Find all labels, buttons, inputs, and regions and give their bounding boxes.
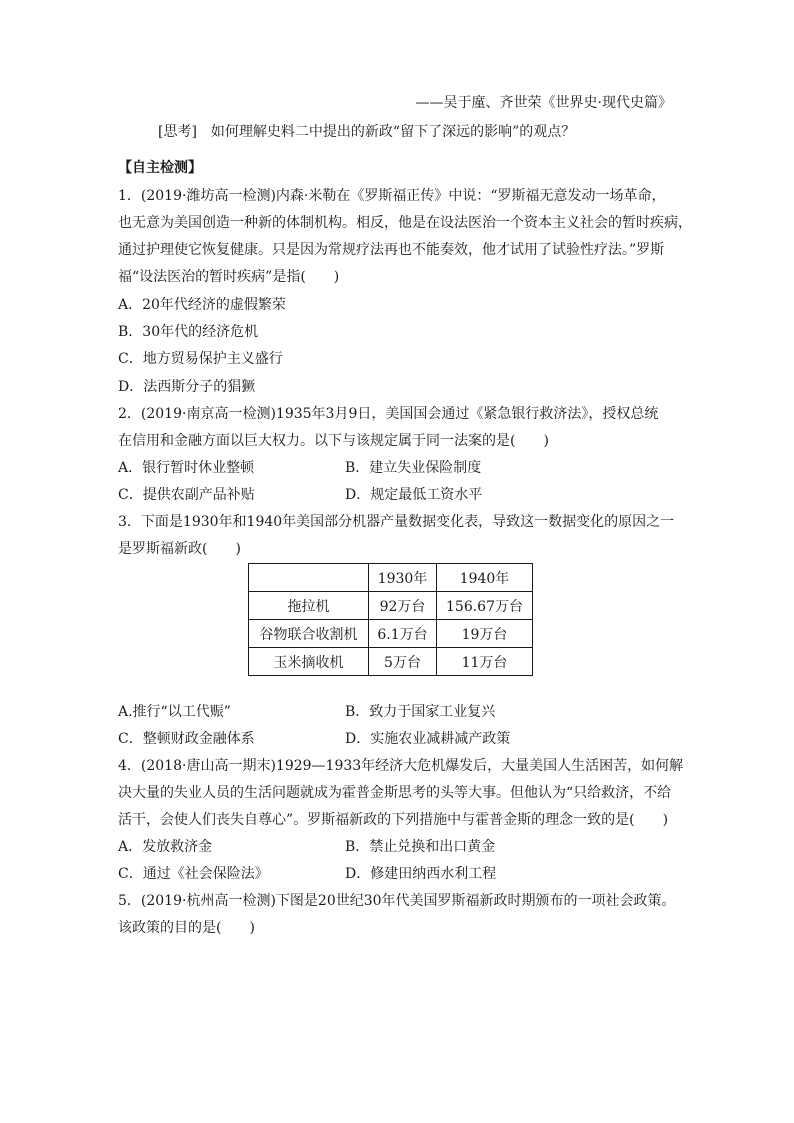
table-header-row [249,564,533,592]
option-c[interactable]: C．整顿财政金融体系 [118,731,255,747]
option-a[interactable]: A．银行暂时休业整顿 [118,460,255,476]
question-text-line: 活干，会使人们丧失自尊心”。罗斯福新政的下列措施中与霍普金斯的理念一致的是( ) [118,812,669,828]
table-cell: 5万台 [369,648,437,676]
section-heading: 【自主检测】 [118,160,202,176]
option-c[interactable]: C．地方贸易保护主义盛行 [118,351,283,367]
think-question: [思考] 如何理解史料二中提出的新政“留下了深远的影响”的观点？ [158,124,576,140]
table-cell: 92万台 [369,592,437,620]
question-text-line: 1．(2019·潍坊高一检测)内森·米勒在《罗斯福正传》中说：“罗斯福无意发动一场革命， [118,188,666,204]
table-cell: 11万台 [437,648,533,676]
question-text-line: 4．(2018·唐山高一期末)1929—1933年经济大危机爆发后，大量美国人生活困苦，如何解 [118,758,684,774]
option-b[interactable]: B．致力于国家工业复兴 [345,704,496,720]
table-cell: 玉米摘收机 [249,648,369,676]
table-cell: 拖拉机 [249,592,369,620]
question-text-line: 是罗斯福新政( ) [118,541,241,557]
question-text-line: 在信用和金融方面以巨大权力。以下与该规定属于同一法案的是( ) [118,433,549,449]
option-d[interactable]: D．实施农业减耕减产政策 [345,731,511,747]
table-row [249,648,533,676]
option-b[interactable]: B．30年代的经济危机 [118,324,259,340]
question-text-line: 2．(2019·南京高一检测)1935年3月9日，美国国会通过《紧急银行救济法》，授权总统 [118,406,659,422]
option-c[interactable]: C．通过《社会保险法》 [118,866,269,882]
table-cell: 156.67万台 [437,592,533,620]
option-c[interactable]: C．提供农副产品补贴 [118,487,255,503]
option-d[interactable]: D．规定最低工资水平 [345,487,483,503]
question-text-line: 该政策的目的是( ) [118,920,255,936]
table-cell: 6.1万台 [369,620,437,648]
table-cell: 19万台 [437,620,533,648]
table-header-cell [249,564,369,592]
option-a[interactable]: A．发放救济金 [118,839,213,855]
question-text-line: 决大量的失业人员的生活问题就成为霍普金斯思考的头等大事。但他认为“只给救济，不给 [118,785,672,801]
table-cell: 谷物联合收割机 [249,620,369,648]
machine-output-table [248,563,533,676]
table-header-cell: 1940年 [437,564,533,592]
option-d[interactable]: D．法西斯分子的猖獗 [118,379,256,395]
source-citation: ——吴于廑、齐世荣《世界史·现代史篇》 [415,95,672,111]
option-b[interactable]: B．禁止兑换和出口黄金 [345,839,496,855]
table-row [249,592,533,620]
option-a[interactable]: A.推行“以工代赈” [118,704,231,720]
question-text-line: 也无意为美国创造一种新的体制机构。相反，他是在设法医治一个资本主义社会的暂时疾病， [118,215,692,231]
question-text-line: 通过护理使它恢复健康。只是因为常规疗法再也不能奏效，他才试用了试验性疗法。”罗斯 [118,242,665,258]
question-text-line: 福“设法医治的暂时疾病”是指( ) [118,269,340,285]
option-d[interactable]: D．修建田纳西水利工程 [345,866,497,882]
option-b[interactable]: B．建立失业保险制度 [345,460,482,476]
option-a[interactable]: A．20年代经济的虚假繁荣 [118,297,286,313]
question-text-line: 5．(2019·杭州高一检测)下图是20世纪30年代美国罗斯福新政时期颁布的一项社会政策。 [118,893,676,909]
table-row [249,620,533,648]
question-text-line: 3．下面是1930年和1940年美国部分机器产量数据变化表，导致这一数据变化的原因之一 [118,514,675,530]
table-header-cell: 1930年 [369,564,437,592]
